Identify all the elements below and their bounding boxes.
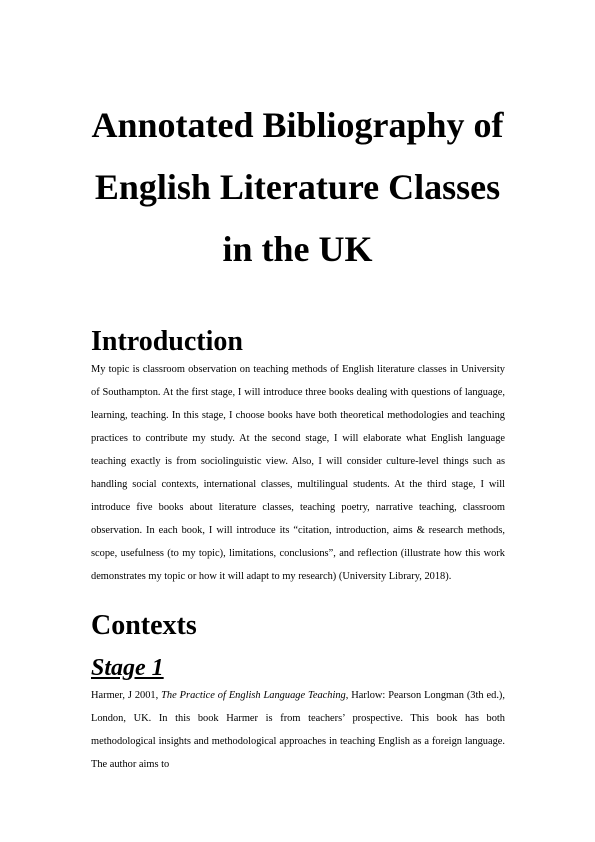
citation-prefix: Harmer, J 2001, (91, 690, 162, 701)
contexts-heading: Contexts (91, 610, 197, 641)
introduction-paragraph: My topic is classroom observation on teaching methods of English literature classes in University of Southampton. At the first stage, I will introduce three books dealing with questions of language, learning, teaching. In this stage, I choose books have both theoretical methodologies and teaching practices to contribute my study. At the second stage, I will elaborate what English language teaching exactly is from sociolinguistic view. Also, I will consider culture-level things such as handling social contexts, international classes, multilingual students. At the third stage, I will introduce five books about literature classes, teaching poetry, narrative teaching, classroom observation. In each book, I will introduce its “citation, introduction, aims & research methods, scope, usefulness (to my topic), limitations, conclusions”, and reflection (illustrate how this work demonstrates my topic or how it will adapt to my research) (University Library, 2018). (91, 364, 505, 582)
stage-1-heading: Stage 1 (91, 655, 164, 681)
title-line-1: Annotated Bibliography of (91, 105, 504, 145)
title-line-3: in the UK (222, 229, 373, 269)
title-line-2: English Literature Classes (94, 167, 501, 207)
citation-rest: , Harlow: Pearson Longman (3th ed.), London, UK. In this book Harmer is from teachers’ prospective. This book has both methodological insights and methodological approaches in teaching English as a foreign language. The author aims to (91, 690, 505, 770)
stage-1-paragraph (91, 684, 505, 776)
introduction-heading: Introduction (91, 326, 243, 357)
citation-book-title: The Practice of English Language Teaching (161, 690, 346, 701)
